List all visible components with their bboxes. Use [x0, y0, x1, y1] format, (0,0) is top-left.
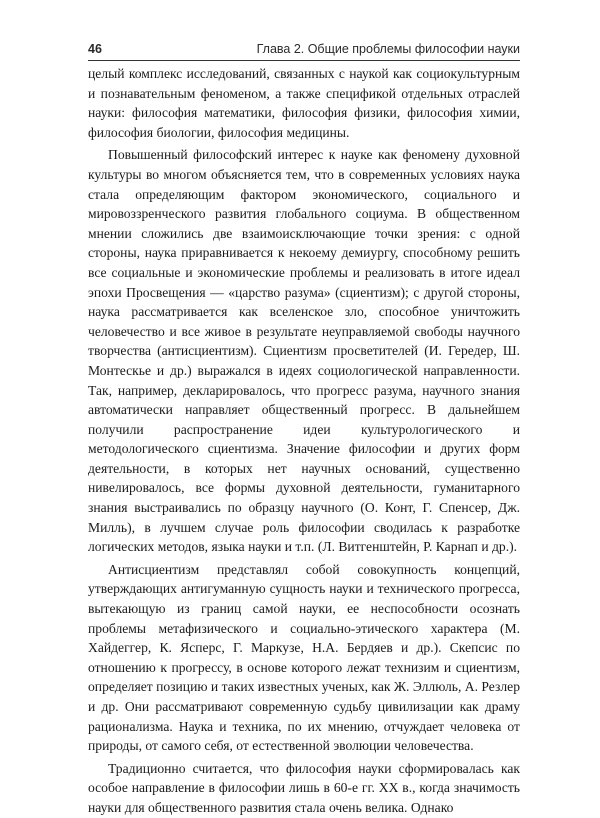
header-divider: [88, 60, 520, 61]
body-text: [88, 64, 520, 818]
page-number: 46: [88, 42, 102, 56]
page-header: [88, 36, 520, 56]
paragraph-antiscientism: Антисциентизм представлял собой совокупность концепций, утверждающих антигуманную сущность науки и технического прогресса, вытекающую из границ самой науки, ее неспособности осознать проблемы метафизического и социально-этического характера (М. Хайдеггер, К. Ясперс, Г. Маркузе, Н.А. Бердяев и др.). Скепсис по отношению к прогрессу, в основе которого лежат технизим и сциентизм, определяет позицию и таких известных ученых, как Ж. Эллюль, А. Резлер и др. Они рассматривают современную судьбу цивилизации как драму рационализма. Наука и техника, по их мнению, отчуждает человека от природы, от самого себя, от естественной эволюции человечества.: [88, 561, 520, 754]
chapter-title: Глава 2. Общие проблемы философии науки: [256, 42, 520, 56]
paragraph-continuation: целый комплекс исследований, связанных с наукой как социокультурным и познавательным феноменом, а также спецификой отдельных отраслей науки: философия математики, философия физики, философия химии, философия биологии, философия медицины.: [88, 66, 520, 140]
paragraph-scientism: Повышенный философский интерес к науке как феномену духовной культуры во многом объясняется тем, что в современных условиях наука стала определяющим фактором экономического, социального и мировоззренческого развития глобального социума. В общественном мнении сложились две взаимоисключающие точки зрения: с одной стороны, наука приравнивается к некоему демиургу, способному решить все социальные и экономические проблемы и реализовать в итоге идеал эпохи Просвещения — «царство разума» (сциентизм); с другой стороны, наука рассматривается как вселенское зло, способное уничтожить человечество и все живое в результате неуправляемой свободы научного творчества (антисциентизм). Сциентизм просветителей (И. Гередер, Ш. Монтескье и др.) выражался в идеях социологической направленности. Так, например, декларировалось, что прогресс разума, научного знания автоматически направляет общественный прогресс. В дальнейшем получили распространение идеи культурологического и методологического сциентизма. Значение философии и других форм деятельности, в которых нет научных оснований, существенно нивелировалось, все формы духовной деятельности, гуманитарного знания выстраивались по образцу научного (О. Конт, Г. Спенсер, Дж. Милль), в лучшем случае роль философии сводилась к разработке логических методов, языка науки и т.п. (Л. Витгенштейн, Р. Карнап и др.).: [88, 147, 520, 555]
paragraph-tradition: Традиционно считается, что философия науки сформировалась как особое направление в философии лишь в 60-е гг. XX в., когда значимость науки для общественного развития стала очень велика. Однако: [88, 760, 520, 815]
